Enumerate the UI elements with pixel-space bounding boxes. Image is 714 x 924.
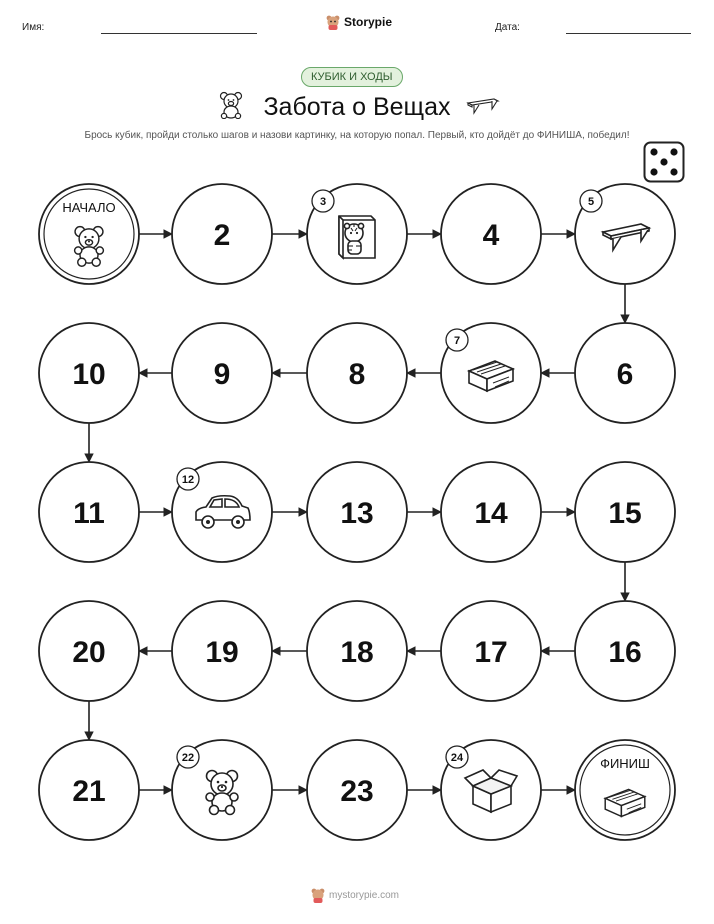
space-number: 8 [348,358,366,391]
space-number: 18 [340,636,374,669]
finish-space[interactable] [575,740,675,840]
space-number-badge-text: 22 [181,752,195,764]
space-number: 11 [73,497,105,530]
teddy-bear-icon [75,227,104,267]
space-number: 16 [608,636,642,669]
board-space-24[interactable] [441,740,541,840]
board-space-15[interactable] [575,462,675,562]
start-label: НАЧАЛО [62,200,116,215]
board-space-6[interactable] [575,323,675,423]
space-number: 6 [616,358,634,391]
board-space-21[interactable] [39,740,139,840]
space-number: 15 [608,497,642,530]
space-number-badge-text: 24 [450,752,464,764]
board-space-7[interactable] [441,323,541,423]
footer-url[interactable]: mystorypie.com [329,889,400,901]
board-space-11[interactable] [39,462,139,562]
board-space-3[interactable] [307,184,407,284]
name-label: Имя: [22,22,45,33]
footer-bear-icon [311,887,325,903]
board-space-5[interactable] [575,184,675,284]
board-space-2[interactable] [172,184,272,284]
space-number-badge-text: 5 [587,196,595,208]
space-number: 2 [213,219,231,252]
board-space-22[interactable] [172,740,272,840]
footer [311,887,399,903]
space-number: 19 [205,636,239,669]
start-space[interactable] [39,184,139,284]
brand-name: Storypie [344,15,393,29]
board-space-14[interactable] [441,462,541,562]
space-number: 20 [72,636,106,669]
board-space-8[interactable] [307,323,407,423]
board-space-18[interactable] [307,601,407,701]
board-space-10[interactable] [39,323,139,423]
instructions: Брось кубик, пройди столько шагов и назови картинку, на которую попал. Первый, кто дойдёт до ФИНИША, победил! [84,130,630,141]
board-space-16[interactable] [575,601,675,701]
space-number-badge-text: 12 [181,474,195,486]
space-number-badge-text: 3 [319,196,327,208]
page-title: Забота о Вещах [263,93,451,121]
board-space-9[interactable] [172,323,272,423]
space-number: 21 [72,775,106,808]
space-number: 14 [474,497,508,530]
game-type-badge: КУБИК И ХОДЫ [301,67,403,87]
finish-label: ФИНИШ [600,756,650,771]
board-space-17[interactable] [441,601,541,701]
board-space-20[interactable] [39,601,139,701]
space-number: 4 [482,219,500,252]
space-number: 13 [340,497,374,530]
board-space-19[interactable] [172,601,272,701]
board-spaces [39,184,675,840]
board-space-13[interactable] [307,462,407,562]
teddy-bear-icon [206,771,238,815]
board-space-12[interactable] [172,462,272,562]
space-number: 23 [340,775,374,808]
space-number: 17 [474,636,508,669]
date-label: Дата: [495,22,520,33]
board-space-23[interactable] [307,740,407,840]
space-number-badge-text: 7 [453,335,461,347]
space-number: 9 [213,358,231,391]
space-number: 10 [72,358,106,391]
board-space-4[interactable] [441,184,541,284]
tiger-book-icon [339,216,375,258]
